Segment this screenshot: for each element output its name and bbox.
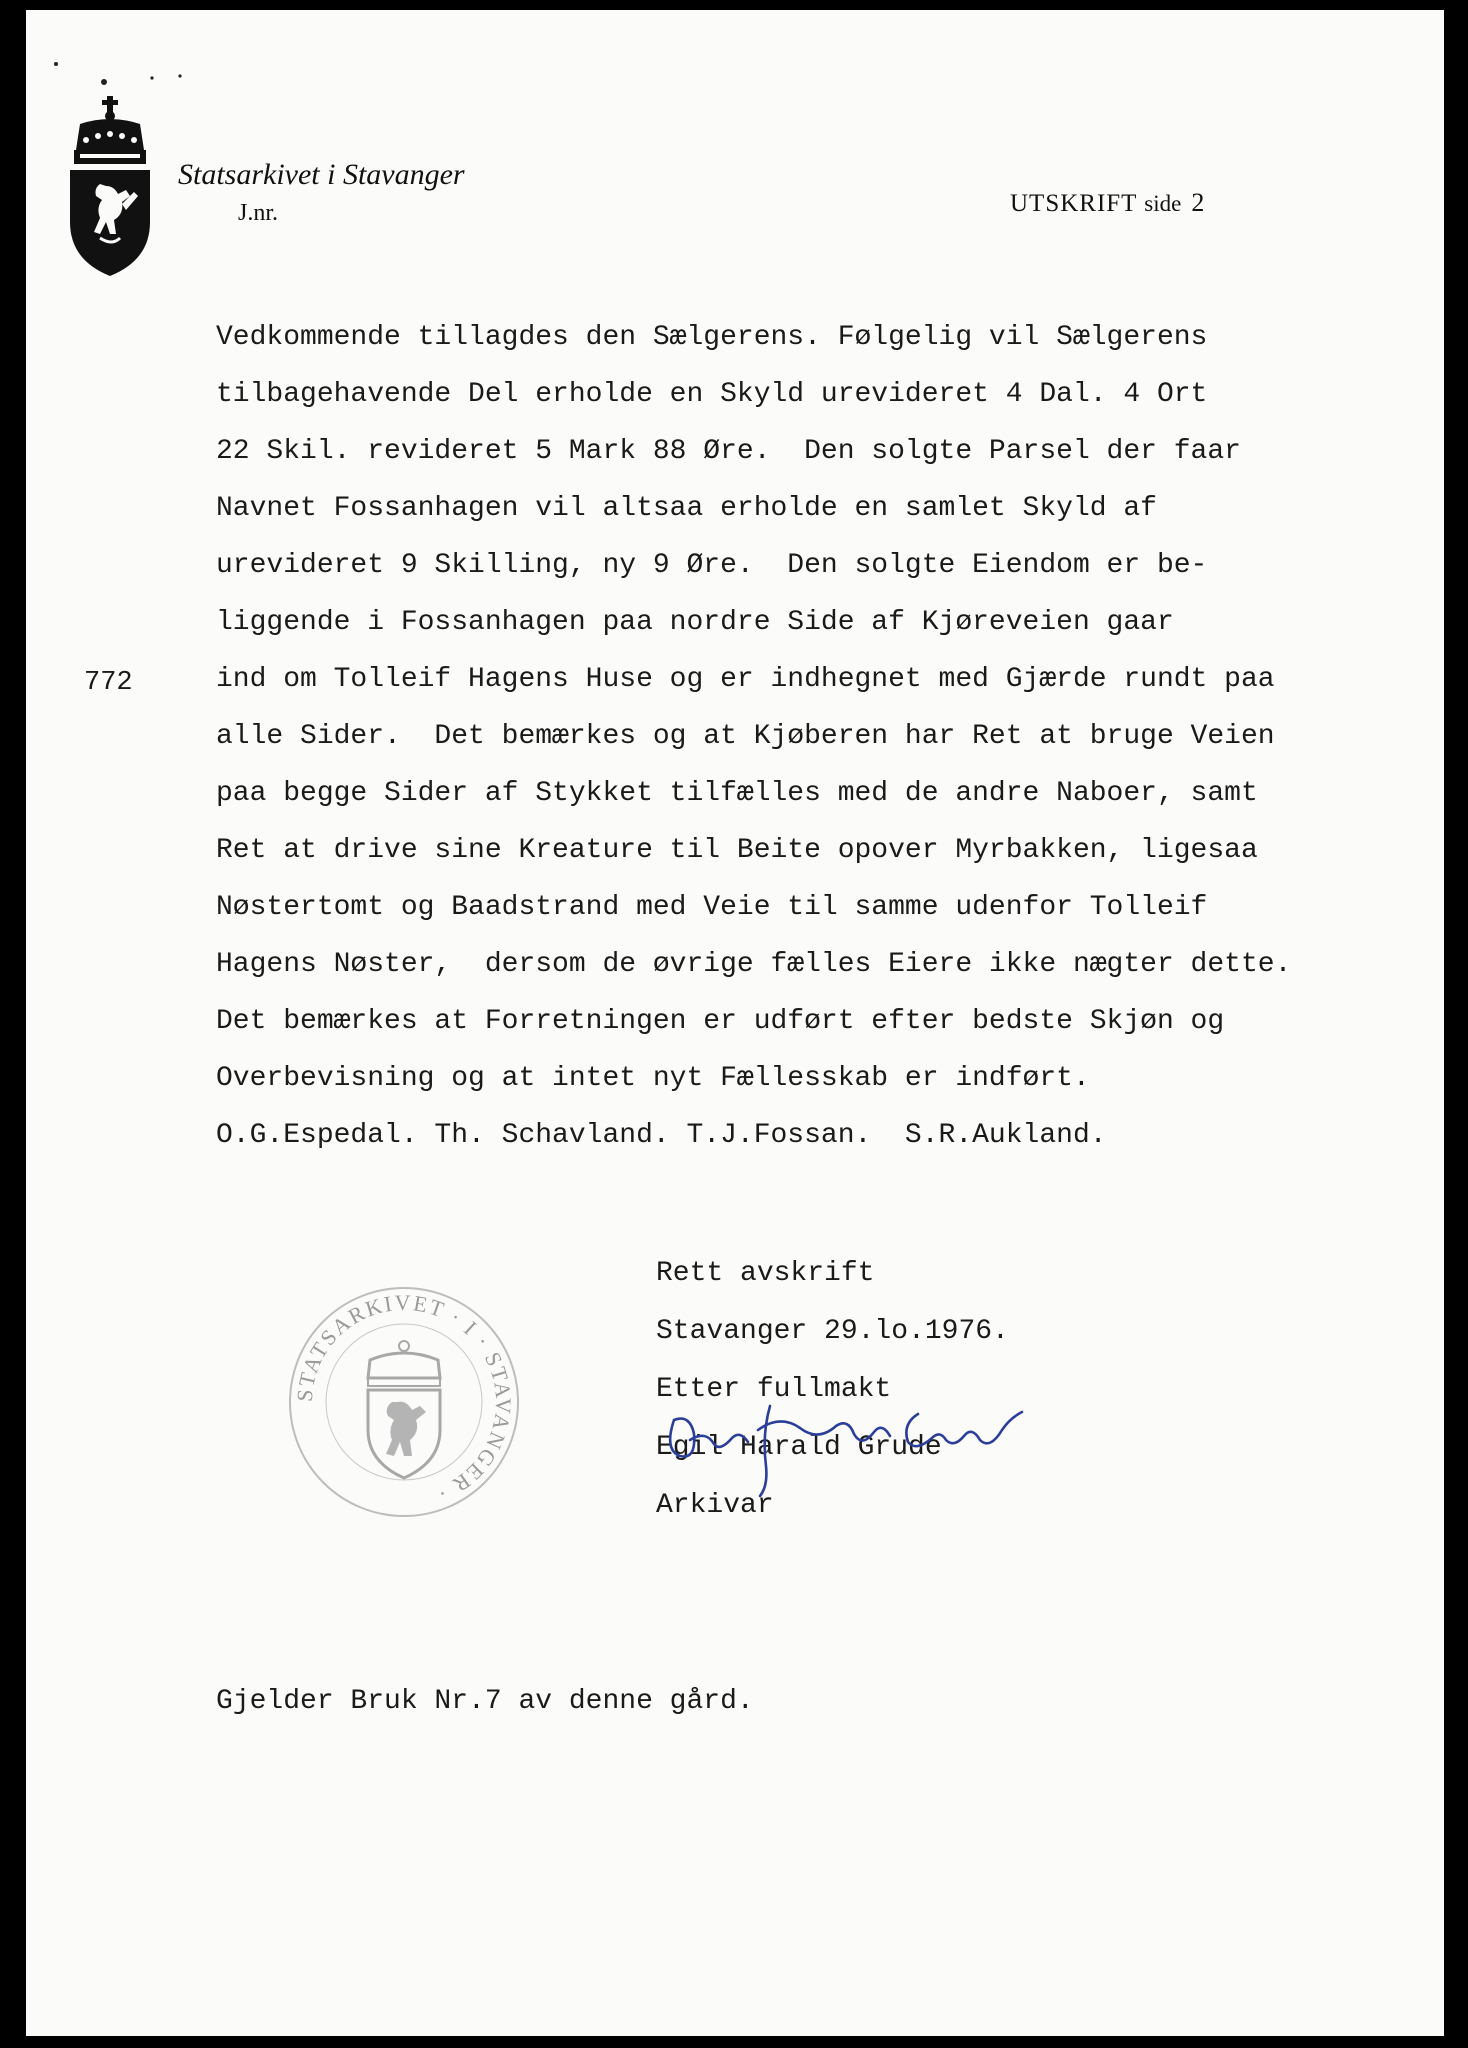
archive-seal-stamp [284,1282,524,1522]
attestation-place-date: Stavanger 29.lo.1976. [656,1316,1009,1347]
body-line: urevideret 9 Skilling, ny 9 Øre. Den solgte Eiendom er be- [216,550,1208,581]
body-line: Overbevisning og at intet nyt Fællesskab er indført. [216,1063,1090,1094]
attestation-line: Rett avskrift [656,1258,875,1289]
attestation-authority: Etter fullmakt [656,1374,892,1405]
body-line: paa begge Sider af Stykket tilfælles med de andre Naboer, samt [216,778,1258,809]
body-line: O.G.Espedal. Th. Schavland. T.J.Fossan. S.R.Aukland. [216,1120,1107,1151]
signatory-title: Arkivar [656,1490,774,1521]
footer-note: Gjelder Bruk Nr.7 av denne gård. [216,1686,754,1717]
document-type-header [1010,188,1205,218]
page-number: 2 [1191,188,1206,217]
body-line: 22 Skil. revideret 5 Mark 88 Øre. Den solgte Parsel der faar [216,436,1241,467]
svg-text:STATSARKIVET · I · STAVANGER ·: STATSARKIVET · I · STAVANGER · [291,1289,517,1508]
body-line: alle Sider. Det bemærkes og at Kjøberen har Ret at bruge Veien [216,721,1275,752]
body-line: Hagens Nøster, dersom de øvrige fælles Eiere ikke nægter dette. [216,949,1292,980]
body-line: Nøstertomt og Baadstrand med Veie til samme udenfor Tolleif [216,892,1208,923]
body-line: Det bemærkes at Forretningen er udført efter bedste Skjøn og [216,1006,1225,1037]
institution-name: Statsarkivet i Stavanger [178,158,465,191]
scan-marks [22,38,202,98]
journal-number-label: J.nr. [238,200,279,226]
body-line: Vedkommende tillagdes den Sælgerens. Følgelig vil Sælgerens [216,322,1208,353]
utskrift-label: UTSKRIFT [1010,190,1138,217]
body-line: tilbagehavende Del erholde en Skyld urevideret 4 Dal. 4 Ort [216,379,1208,410]
body-line: ind om Tolleif Hagens Huse og er indhegnet med Gjærde rundt paa [216,664,1275,695]
coat-of-arms-icon [60,92,160,282]
margin-note: 772 [84,668,133,698]
signatory-name: Egil Harald Grude [656,1432,942,1463]
body-line: liggende i Fossanhagen paa nordre Side af Kjøreveien gaar [216,607,1174,638]
body-line: Navnet Fossanhagen vil altsaa erholde en samlet Skyld af [216,493,1157,524]
handwritten-signature [650,1390,1030,1500]
body-line: Ret at drive sine Kreature til Beite opover Myrbakken, ligesaa [216,835,1258,866]
side-label: side [1144,191,1182,216]
